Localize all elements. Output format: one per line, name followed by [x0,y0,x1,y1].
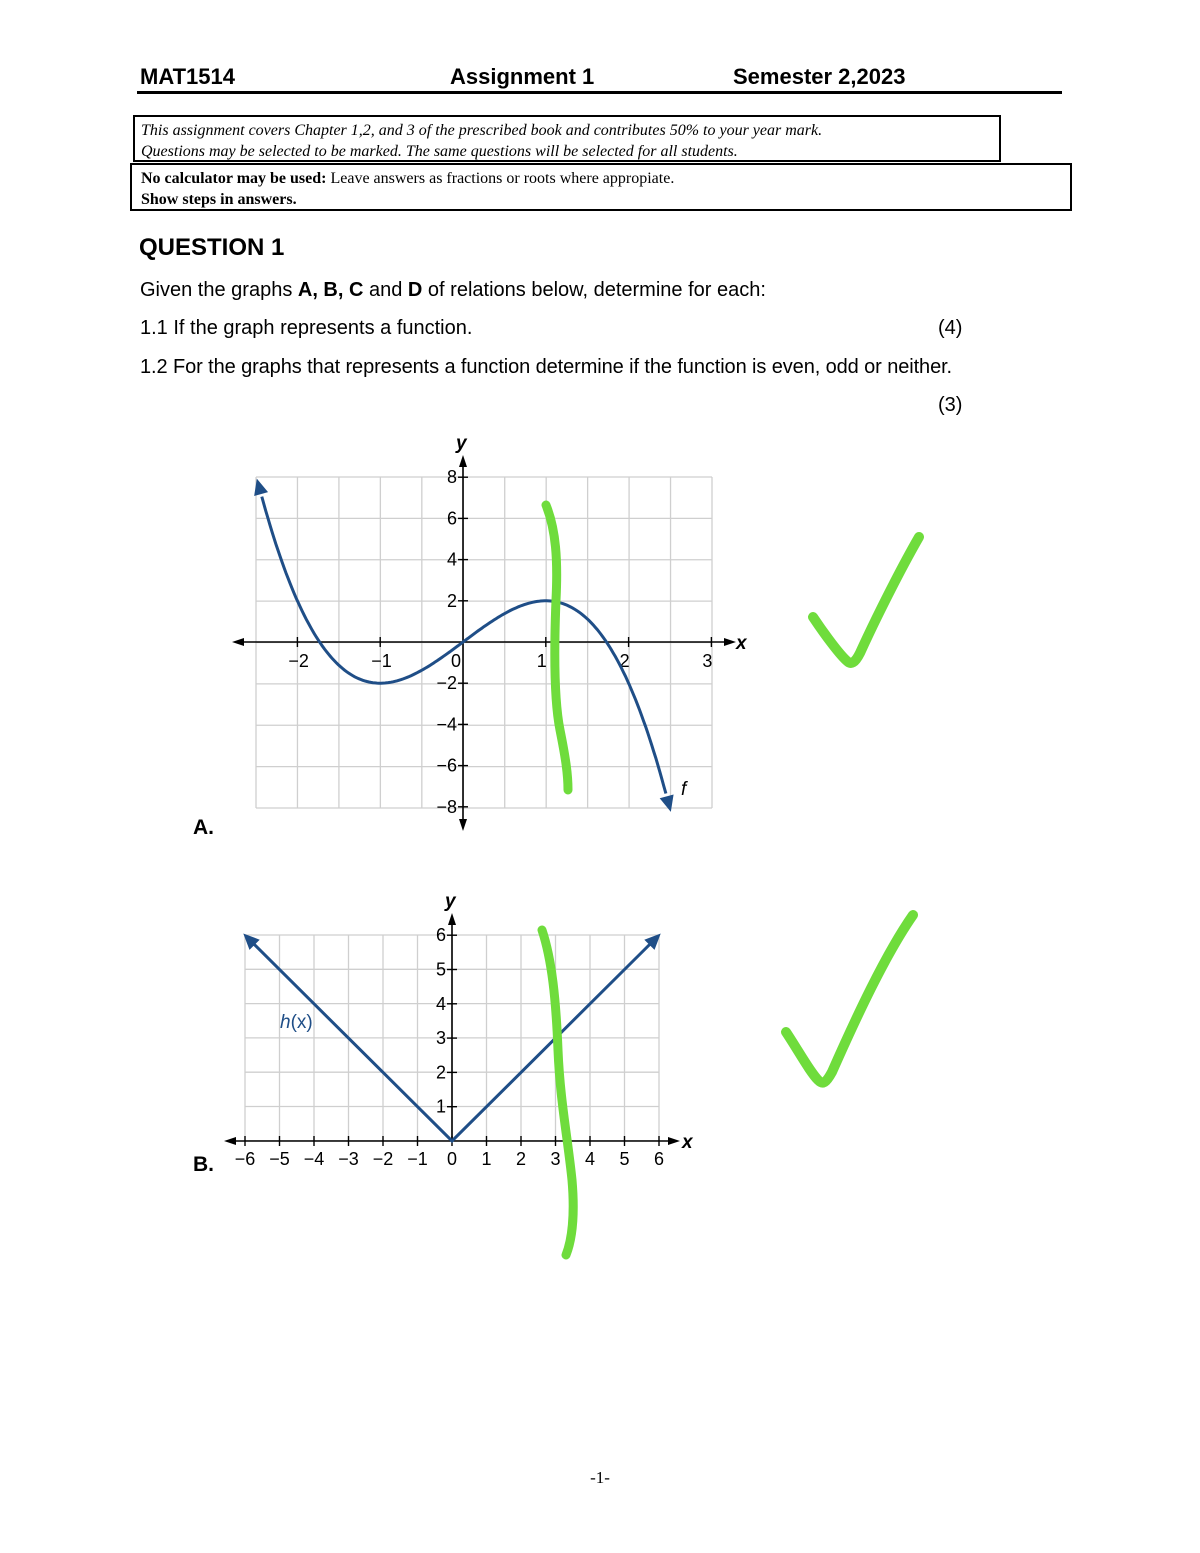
intro-bold-abc: A, B, C [297,279,364,301]
x-tick-label: −4 [303,1149,325,1169]
item-1-1: 1.1 If the graph represents a function. [140,317,473,339]
x-tick-label: −6 [234,1149,256,1169]
y-tick-label: −6 [436,755,457,776]
y-tick-label: 5 [435,959,446,980]
x-axis-arrow-left [224,1137,236,1145]
graph-b-curve-label-arg: (x) [290,1012,313,1033]
rules-line-2 [141,189,1070,210]
y-tick-label: 8 [446,467,457,488]
item-1-1-marks: (4) [938,317,963,339]
y-axis-arrow-down [459,819,467,831]
intro-bold-d: D [407,279,423,301]
graph-a-x-axis-label: x [736,633,747,654]
rules-rest: Leave answers as fractions or roots where appropiate. [326,170,675,187]
x-tick-label: 1 [481,1149,492,1169]
y-tick-label: 2 [435,1062,446,1083]
y-tick-label: −4 [436,714,457,735]
x-tick-label: −5 [269,1149,290,1169]
intro-rest: of relations below, determine for each: [422,279,766,301]
x-tick-label: 3 [702,651,713,671]
y-tick-label: −2 [436,673,457,694]
graph-b-curve-label-name: h [280,1012,291,1033]
assignment-title: Assignment 1 [450,64,595,89]
graph-b-curve-label [280,1012,313,1033]
graph-a-label: A. [193,816,214,839]
x-tick-label: 4 [584,1149,596,1169]
course-code: MAT1514 [140,64,235,89]
y-axis-arrow-up [448,913,456,925]
graph-a-curve-arrow-right [660,794,674,811]
x-axis-arrow-right [724,638,736,646]
check-mark-icon [770,900,930,1100]
y-tick-label: 3 [435,1028,446,1049]
x-tick-label: 2 [619,651,630,671]
x-tick-label: 0 [446,1149,458,1169]
rules-box [130,163,1072,211]
x-tick-label: 0 [451,651,462,671]
rules-bold-lead: No calculator may be used: [141,170,327,187]
y-tick-label: 4 [446,549,457,570]
notice-line-1: This assignment covers Chapter 1,2, and 3 of the prescribed book and contributes 50% to your year mark. [141,122,823,139]
x-tick-label: 6 [653,1149,665,1169]
x-tick-label: 3 [550,1149,561,1169]
x-tick-label: −2 [372,1149,394,1169]
item-1-2: 1.2 For the graphs that represents a function determine if the function is even, odd or neither. [140,356,953,378]
intro-text: Given the graphs [140,279,298,301]
x-tick-label: −1 [407,1149,428,1169]
rules-line-1 [141,168,1070,189]
x-tick-label: 5 [619,1149,630,1169]
graph-b [220,885,710,1270]
y-tick-label: 1 [435,1096,446,1117]
question-intro [140,279,766,302]
graph-b-tick-labels [235,925,664,1169]
semester-label: Semester 2,2023 [733,64,906,89]
graph-b-label: B. [193,1153,214,1176]
graph-a-curve-label: f [681,779,687,800]
y-tick-label: 6 [446,508,457,529]
graph-a-vertical-line-test-mark [546,505,568,790]
page-number: -1- [590,1468,610,1487]
graph-b-y-axis-label: y [445,891,456,912]
graph-a-y-axis-label: y [456,433,467,454]
assignment-notice-box [133,115,1001,162]
x-tick-label: −3 [338,1149,359,1169]
y-tick-label: −8 [436,796,457,817]
y-tick-label: 4 [435,993,446,1014]
check-mark-icon [795,525,935,675]
x-axis-arrow-left [232,638,244,646]
x-tick-label: 1 [536,651,547,671]
y-axis-arrow-up [459,455,467,467]
x-tick-label: −1 [371,651,392,671]
y-tick-label: 2 [446,590,457,611]
x-tick-label: −2 [288,651,309,671]
graph-b-x-axis-label: x [682,1132,693,1153]
graph-b-vertical-line-test-mark [542,930,573,1255]
header-rule [137,91,1062,94]
y-tick-label: 6 [435,925,446,946]
x-axis-arrow-right [668,1137,680,1145]
x-tick-label: 2 [515,1149,527,1169]
item-1-2-marks: (3) [938,394,963,416]
question-title: QUESTION 1 [139,234,285,261]
intro-and: and [363,279,408,301]
graph-a [220,425,760,835]
rules-show-steps: Show steps in answers. [141,191,297,208]
notice-line-2: Questions may be selected to be marked. The same questions will be selected for all students. [141,143,738,160]
